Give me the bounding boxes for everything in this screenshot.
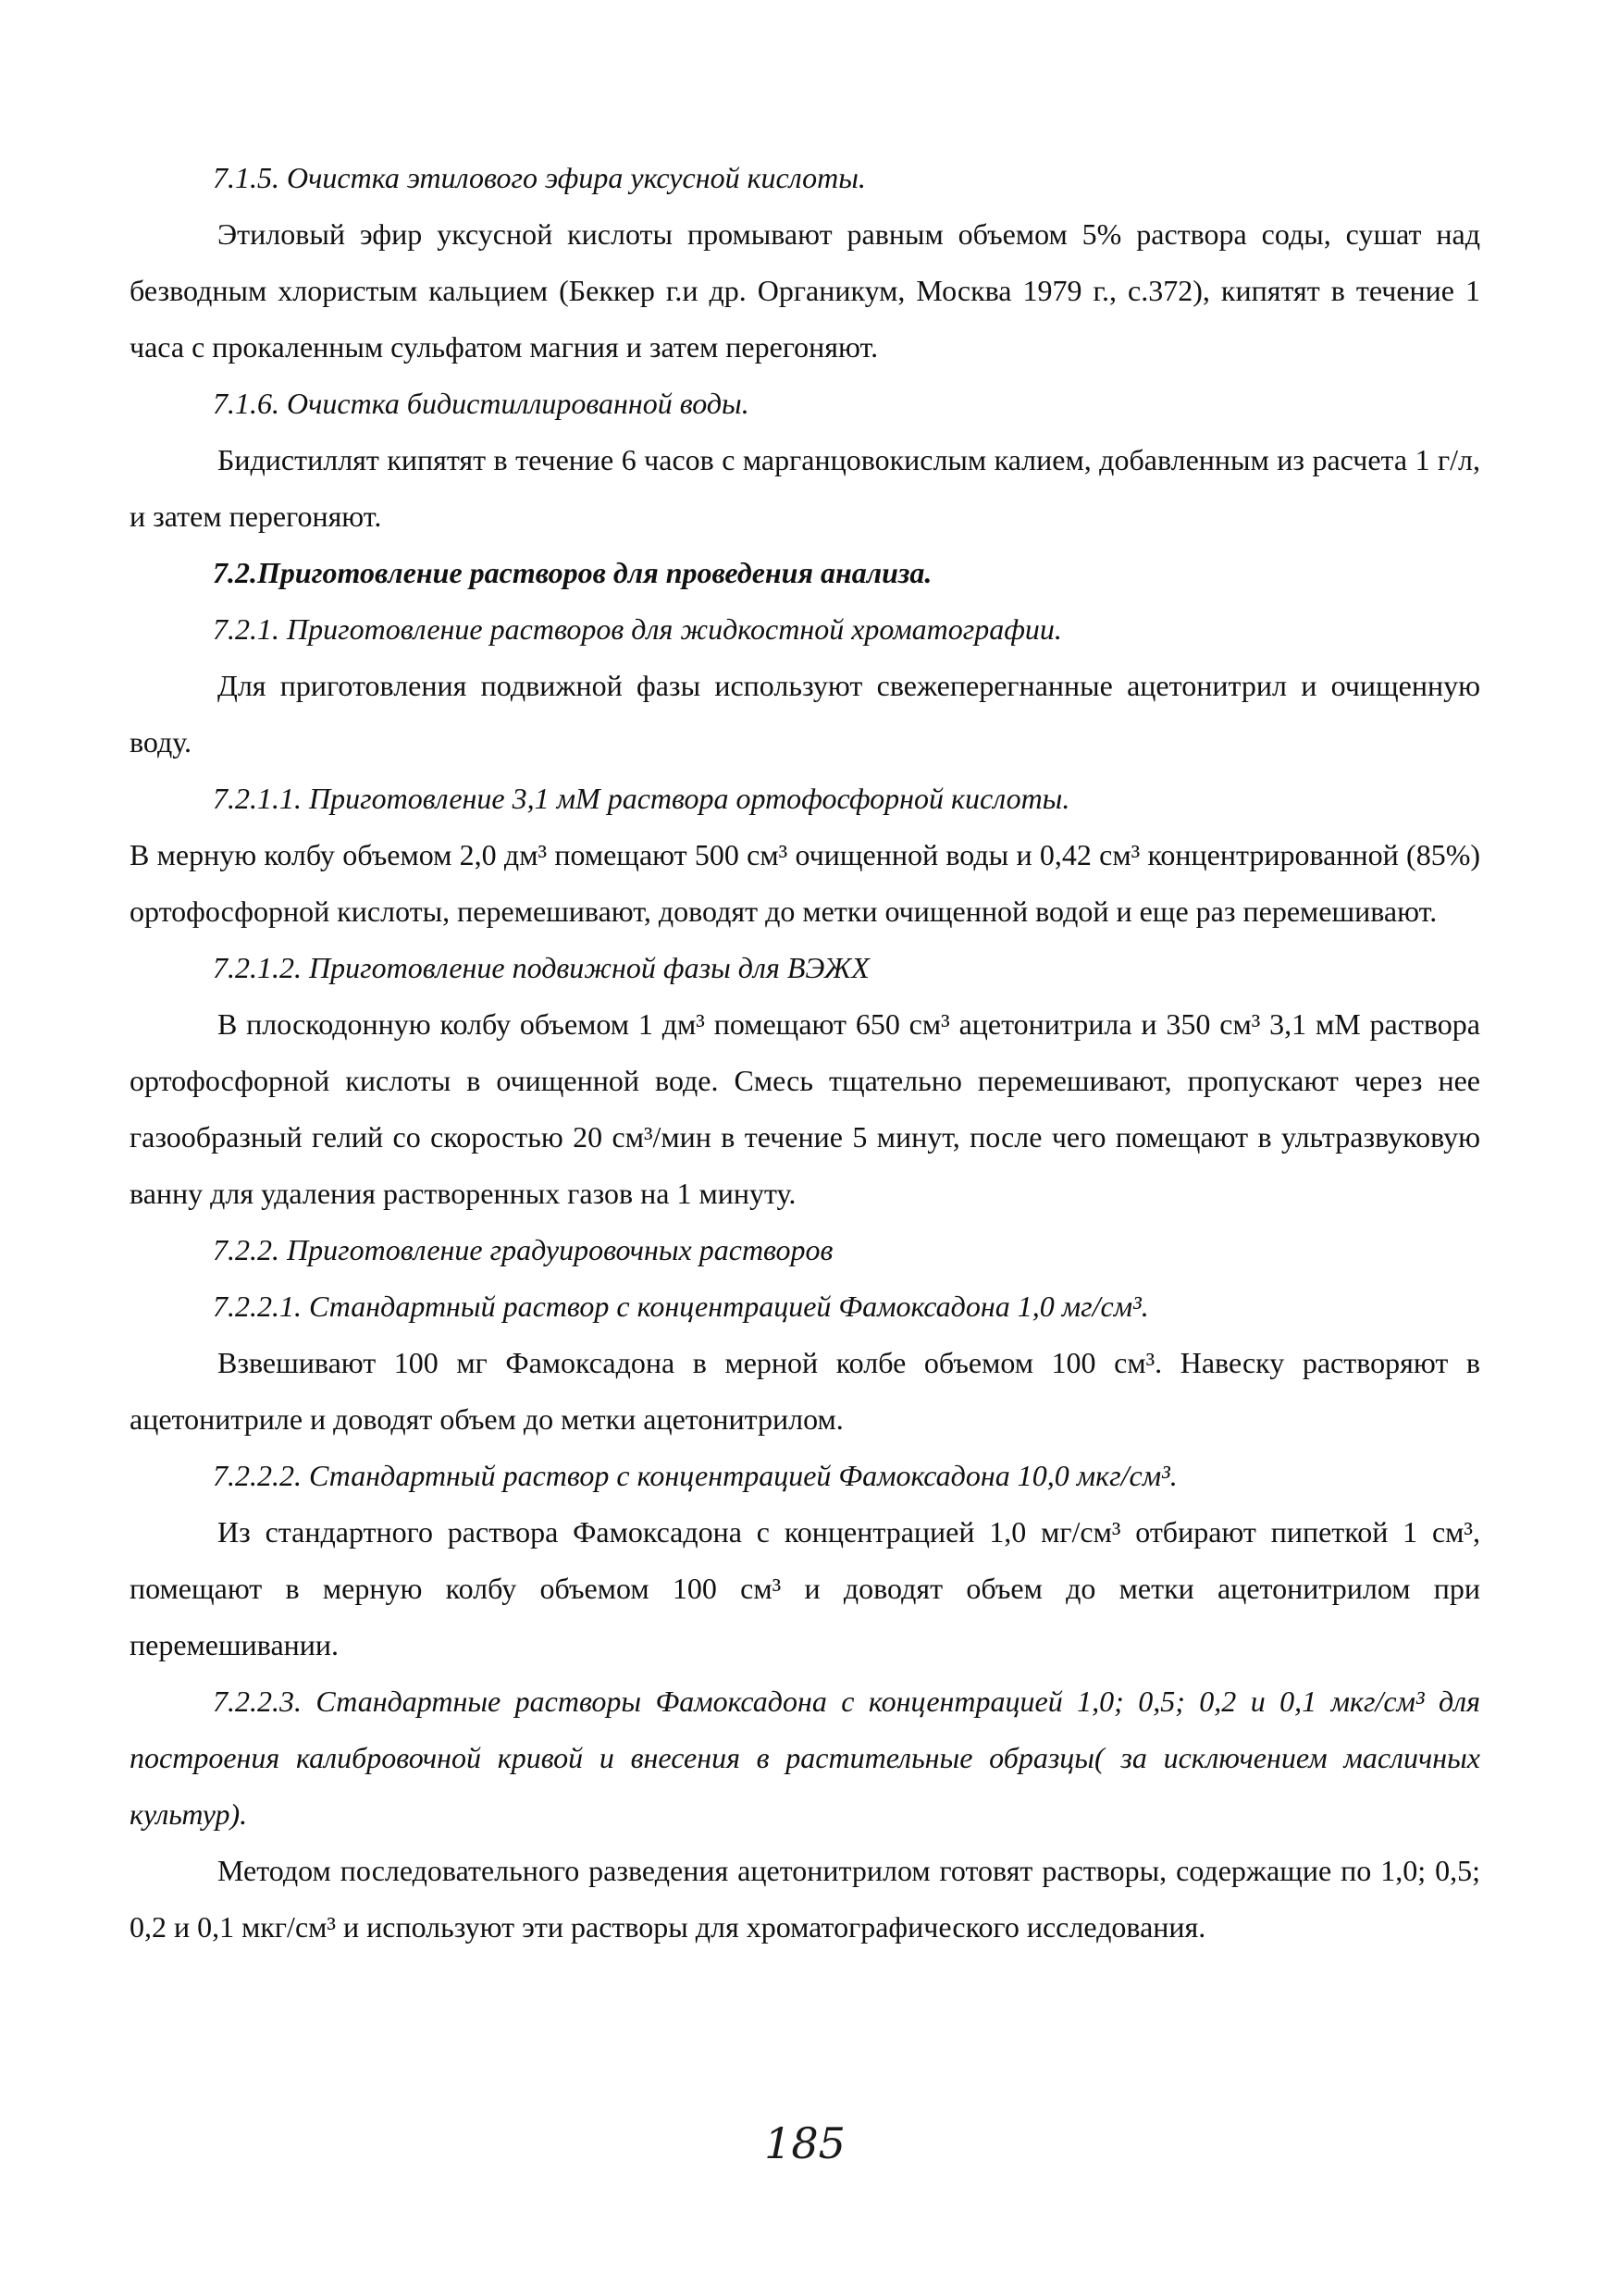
section-heading-7-2-1: 7.2.1. Приготовление растворов для жидкостной хроматографии. [213,612,1062,646]
section-heading-7-2-2: 7.2.2. Приготовление градуировочных растворов [213,1233,834,1266]
paragraph-standard-10mkg: Из стандартного раствора Фамоксадона с концентрацией 1,0 мг/см³ отбирают пипеткой 1 см³, помещают в мерную колбу объемом 100 см³ и доводят объем до метки ацетонитрилом при перемешивании. [130,1515,1480,1661]
section-heading-7-1-5: 7.1.5. Очистка этилового эфира уксусной кислоты. [213,161,866,194]
paragraph-phosphoric-acid-solution: В мерную колбу объемом 2,0 дм³ помещают 500 см³ очищенной воды и 0,42 см³ концентрированной (85%) ортофосфорной кислоты, перемешивают, доводят до метки очищенной водой и еще раз перемешивают. [130,838,1480,928]
page-number: 185 [764,2118,846,2168]
paragraph-ethyl-acetate-purification: Этиловый эфир уксусной кислоты промывают равным объемом 5% раствора соды, сушат над безводным хлористым кальцием (Беккер г.и др. Органикум, Москва 1979 г., с.372), кипятят в течение 1 часа с прокаленным сульфатом магния и затем перегоняют. [130,217,1480,364]
section-heading-7-2-2-1: 7.2.2.1. Стандартный раствор с концентрацией Фамоксадона 1,0 мг/см³. [213,1290,1149,1323]
section-heading-7-1-6: 7.1.6. Очистка бидистиллированной воды. [213,387,749,420]
paragraph-bidistilled-water: Бидистиллят кипятят в течение 6 часов с марганцовокислым калием, добавленным из расчета 1 г/л, и затем перегоняют. [130,443,1480,533]
document-body [130,150,1480,1956]
paragraph-serial-dilution: Методом последовательного разведения ацетонитрилом готовят растворы, содержащие по 1,0; 0,5; 0,2 и 0,1 мкг/см³ и используют эти растворы для хроматографического исследования. [130,1854,1480,1944]
paragraph-standard-1mg: Взвешивают 100 мг Фамоксадона в мерной колбе объемом 100 см³. Навеску растворяют в ацетонитриле и доводят объем до метки ацетонитрилом. [130,1346,1480,1436]
section-heading-7-2: 7.2.Приготовление растворов для проведения анализа. [213,556,933,589]
section-heading-7-2-2-3: 7.2.2.3. Стандартные растворы Фамоксадона с концентрацией 1,0; 0,5; 0,2 и 0,1 мкг/см³ для построения калибровочной кривой и внесения в растительные образцы( за исключением масличных культур). [130,1685,1480,1831]
section-heading-7-2-2-2: 7.2.2.2. Стандартный раствор с концентрацией Фамоксадона 10,0 мкг/см³. [213,1459,1178,1492]
paragraph-hplc-mobile-phase: В плоскодонную колбу объемом 1 дм³ помещают 650 см³ ацетонитрила и 350 см³ 3,1 мМ раствора ортофосфорной кислоты в очищенной воде. Смесь тщательно перемешивают, пропускают через нее газообразный гелий со скоростью 20 см³/мин в течение 5 минут, после чего помещают в ультразвуковую ванну для удаления растворенных газов на 1 минуту. [130,1007,1480,1210]
section-heading-7-2-1-2: 7.2.1.2. Приготовление подвижной фазы для ВЭЖХ [213,951,870,984]
paragraph-mobile-phase-solvents: Для приготовления подвижной фазы используют свежеперегнанные ацетонитрил и очищенную воду. [130,669,1480,759]
section-heading-7-2-1-1: 7.2.1.1. Приготовление 3,1 мМ раствора ортофосфорной кислоты. [213,782,1070,815]
